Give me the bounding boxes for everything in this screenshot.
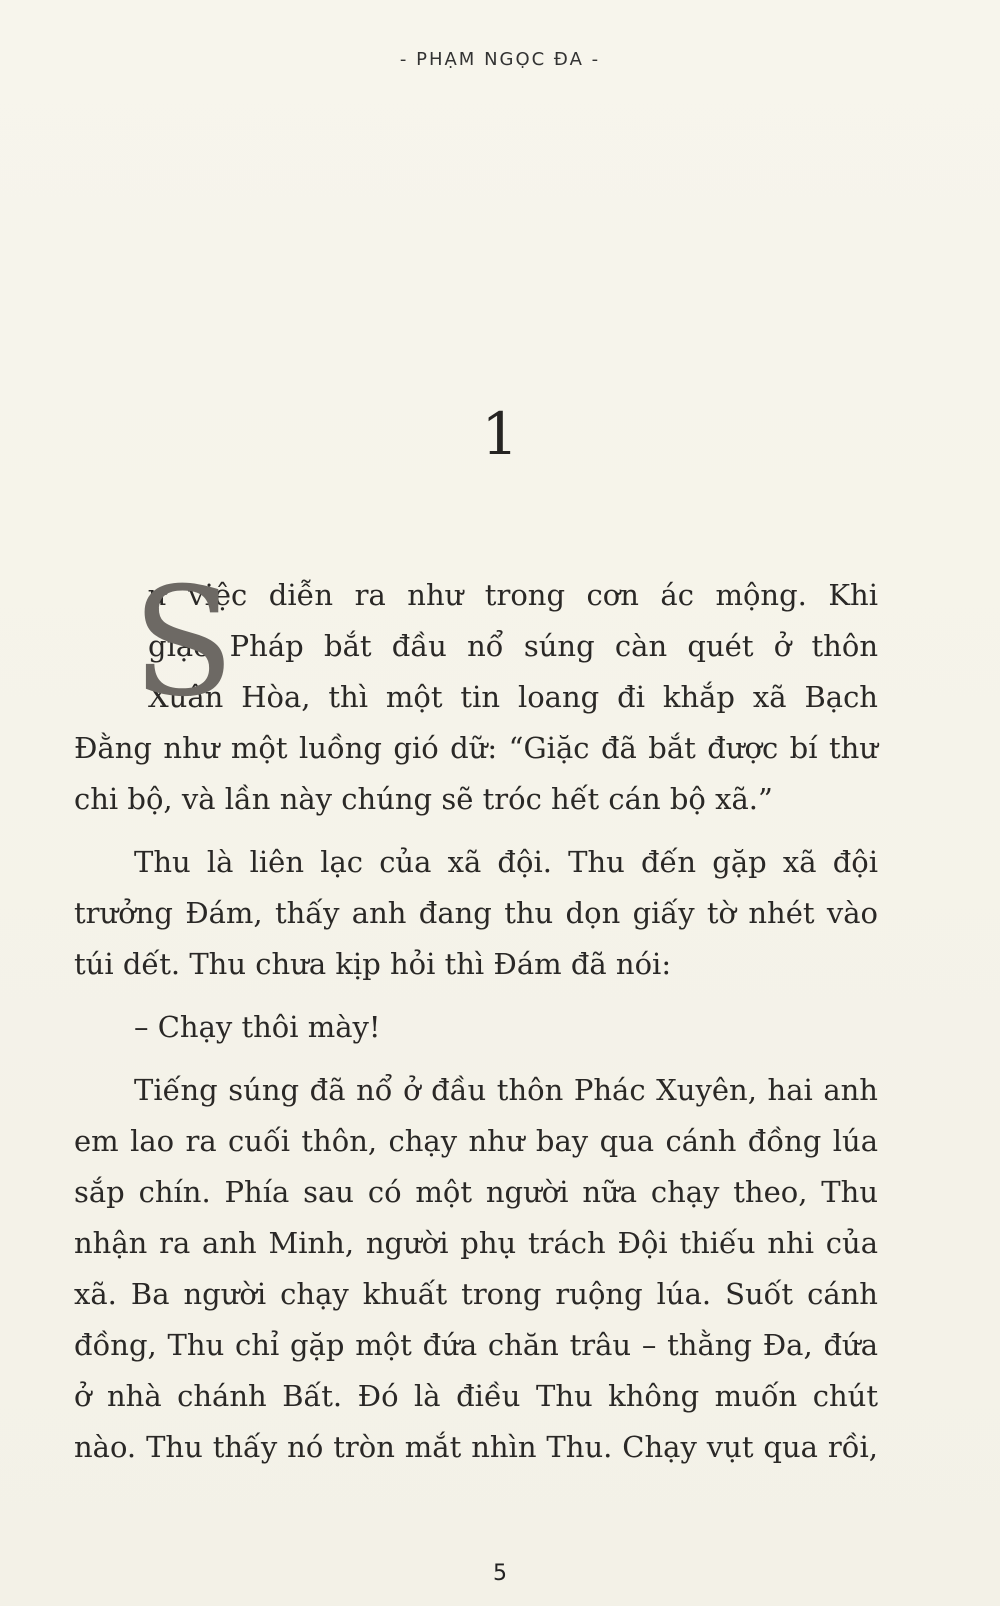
paragraph-4-line-4: nhận ra anh Minh, người phụ trách Đội thiếu nhi của [74,1226,878,1260]
running-head: - PHẠM NGỌC ĐA - [399,49,601,70]
paragraph-4-line-5: xã. Ba người chạy khuất trong ruộng lúa. Suốt cánh [74,1277,878,1311]
paragraph-1-line-2: giặc Pháp bắt đầu nổ súng càn quét ở thôn [148,629,878,663]
paragraph-spacing [74,825,878,837]
paragraph-1-line-5: chi bộ, và lần này chúng sẽ tróc hết cán bộ xã.” [74,782,773,816]
paragraph-2-line-1: Thu là liên lạc của xã đội. Thu đến gặp xã đội [134,845,878,879]
paragraph-1-line-3: Xuân Hòa, thì một tin loang đi khắp xã Bạch [148,680,878,714]
paragraph-2-line-3: túi dết. Thu chưa kịp hỏi thì Đám đã nói: [74,947,672,981]
chapter-text [74,556,878,1473]
paragraph-4-line-1: Tiếng súng đã nổ ở đầu thôn Phác Xuyên, hai anh [134,1073,878,1107]
paragraph-4-line-7: ở nhà chánh Bất. Đó là điều Thu không muốn chút [74,1379,878,1413]
paragraph-4-line-2: em lao ra cuối thôn, chạy như bay qua cánh đồng lúa [74,1124,878,1158]
paragraph-1-line-1: ự việc diễn ra như trong cơn ác mộng. Khi [148,578,878,612]
paragraph-spacing [74,990,878,1002]
paragraph-4-line-8: nào. Thu thấy nó tròn mắt nhìn Thu. Chạy vụt qua rồi, [74,1430,878,1464]
paragraph-2-line-2: trưởng Đám, thấy anh đang thu dọn giấy tờ nhét vào [74,896,878,930]
dialogue-line: – Chạy thôi mày! [134,1010,381,1044]
page-number: 5 [493,1561,507,1586]
paragraph-spacing [74,1053,878,1065]
paragraph-4-line-3: sắp chín. Phía sau có một người nữa chạy theo, Thu [74,1175,878,1209]
chapter-number: 1 [481,400,519,468]
paragraph-4-line-6: đồng, Thu chỉ gặp một đứa chăn trâu – thằng Đa, đứa [74,1328,878,1362]
drop-cap: S [132,556,235,730]
paragraph-1-line-4: Đằng như một luồng gió dữ: “Giặc đã bắt được bí thư [74,731,878,765]
